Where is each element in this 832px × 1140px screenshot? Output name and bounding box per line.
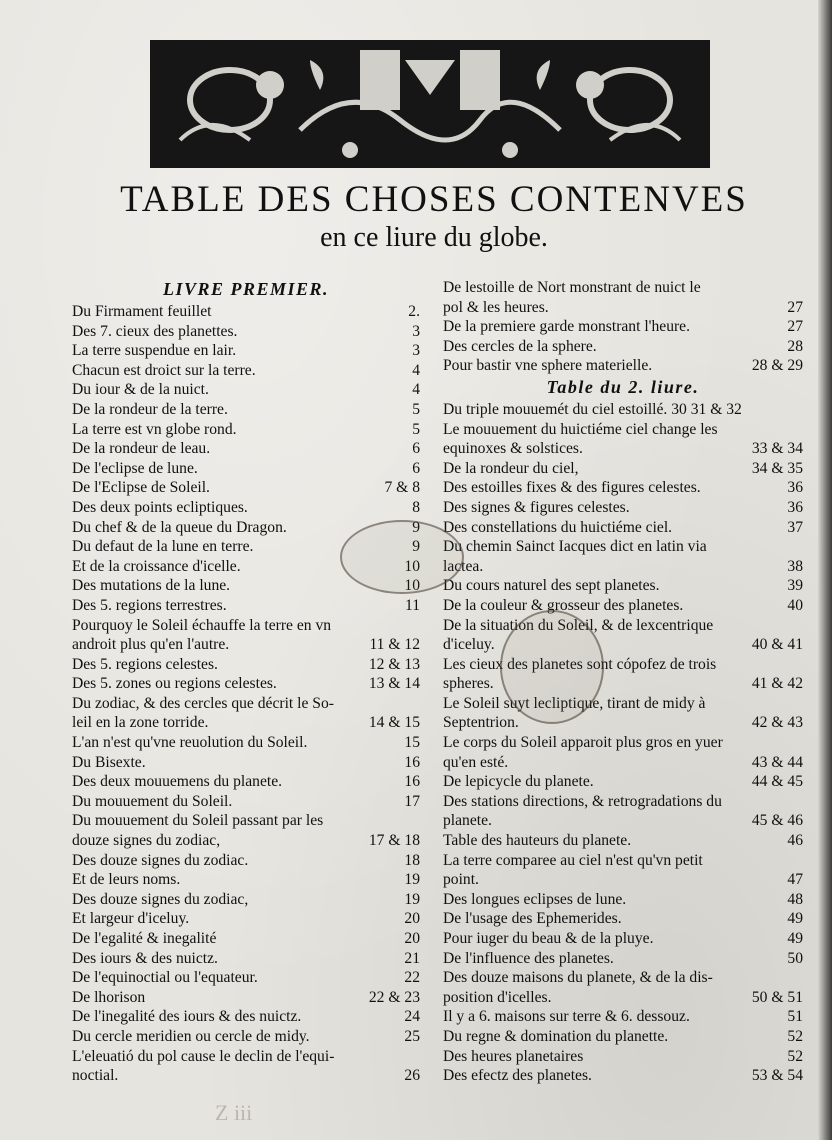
toc-page-number: 19 xyxy=(404,871,420,889)
toc-entry-text: De l'eclipse de lune. xyxy=(72,459,198,477)
toc-page-number: 6 xyxy=(412,440,420,458)
toc-entry xyxy=(443,356,803,376)
toc-entry-text: Du cours naturel des sept planetes. xyxy=(443,577,660,595)
toc-entry-text: De l'egalité & inegalité xyxy=(72,930,217,947)
toc-entry-text: De l'equinoctial ou l'equateur. xyxy=(72,969,258,987)
toc-entry xyxy=(443,459,803,479)
toc-entry xyxy=(443,772,803,792)
toc-entry-text: Des 5. regions terrestres. xyxy=(72,596,227,614)
water-stain xyxy=(340,520,464,594)
toc-entry-text: De lestoille de Nort monstrant de nuict le xyxy=(443,279,701,296)
toc-entry-text: Le mouuement du huictiéme ciel change les xyxy=(443,420,718,438)
toc-entry-text: Pour iuger du beau & de la pluye. xyxy=(443,930,654,947)
toc-entry-text: Des longues eclipses de lune. xyxy=(443,890,627,908)
toc-entry-text: Table des hauteurs du planete. xyxy=(443,832,632,850)
toc-entry xyxy=(443,694,803,733)
toc-page-number: 3 xyxy=(412,322,420,340)
toc-page-number: 25 xyxy=(404,1027,420,1045)
toc-page-number: 28 xyxy=(787,337,803,355)
toc-page-number: 17 xyxy=(404,792,420,810)
toc-page-number: 49 xyxy=(787,910,803,928)
toc-page-number: 11 & 12 xyxy=(369,636,420,654)
toc-entry-text: Des signes & figures celestes. xyxy=(443,498,630,516)
toc-entry xyxy=(443,337,803,357)
toc-entry-text: De l'usage des Ephemerides. xyxy=(443,910,622,928)
toc-page-number: 34 & 35 xyxy=(751,459,803,477)
toc-entry-text-continued: equinoxes & solstices. xyxy=(443,440,583,458)
toc-page-number: 8 xyxy=(412,498,420,516)
toc-page-number: 4 xyxy=(412,381,420,399)
toc-entry xyxy=(443,968,803,1007)
toc-entry-text-continued: douze signes du zodiac, xyxy=(72,832,221,850)
toc-entry-text: Et largeur d'iceluy. xyxy=(72,910,190,928)
toc-page-number: 20 xyxy=(404,930,420,947)
toc-entry xyxy=(72,596,420,616)
toc-page-number: 12 & 13 xyxy=(368,655,420,673)
toc-page-number: 11 xyxy=(404,596,420,614)
toc-entry xyxy=(443,851,803,890)
toc-entry-text: De lhorison xyxy=(72,988,146,1006)
toc-entry-text: Du mouuement du Soleil passant par les xyxy=(72,812,324,830)
toc-entry-text: Du mouuement du Soleil. xyxy=(72,792,233,810)
toc-entry xyxy=(72,400,420,420)
toc-entry xyxy=(72,909,420,929)
toc-page-number: 40 & 41 xyxy=(751,636,803,654)
toc-entry-text: Du triple mouuemét du ciel estoillé. 30 31 & 32 xyxy=(443,400,742,418)
toc-entry xyxy=(72,968,420,988)
toc-entry xyxy=(72,498,420,518)
toc-page-number: 5 xyxy=(412,400,420,418)
toc-entry-text: Des efectz des planetes. xyxy=(443,1067,592,1085)
toc-entry xyxy=(72,851,420,871)
toc-entry-text-continued: planete. xyxy=(443,812,492,830)
toc-page-number: 16 xyxy=(404,753,420,771)
toc-entry-text: Des douze signes du zodiac, xyxy=(72,890,249,908)
toc-page-number: 7 & 8 xyxy=(384,479,420,497)
toc-entry-text: De l'Eclipse de Soleil. xyxy=(72,479,210,497)
toc-entry xyxy=(72,694,420,733)
toc-entry xyxy=(443,478,803,498)
toc-entry xyxy=(443,1007,803,1027)
toc-entry xyxy=(72,949,420,969)
toc-entry xyxy=(443,733,803,772)
toc-entry xyxy=(443,792,803,831)
right-top-entries-list xyxy=(443,278,803,376)
toc-entry-text: Des douze maisons du planete, & de la dis- xyxy=(443,969,713,987)
toc-entry xyxy=(72,1007,420,1027)
toc-entry-text: Des douze signes du zodiac. xyxy=(72,851,249,869)
toc-entry-text: Du cercle meridien ou cercle de midy. xyxy=(72,1027,310,1045)
ornament-graphic xyxy=(150,40,710,168)
toc-entry-text: De l'influence des planetes. xyxy=(443,949,614,967)
toc-entry-text: Des 5. regions celestes. xyxy=(72,655,218,673)
toc-entry-text: Des iours & des nuictz. xyxy=(72,949,218,967)
toc-entry xyxy=(443,890,803,910)
toc-entry-text: De lepicycle du planete. xyxy=(443,773,594,791)
left-entries-list xyxy=(72,302,420,1086)
toc-entry xyxy=(72,616,420,655)
book-two-heading: Table du 2. liure. xyxy=(546,376,700,397)
toc-entry-text-continued: noctial. xyxy=(72,1067,119,1085)
toc-entry xyxy=(443,831,803,851)
toc-page-number: 52 xyxy=(787,1027,803,1045)
decorative-headpiece-ornament xyxy=(150,40,710,168)
toc-page-number: 36 xyxy=(787,498,803,516)
toc-entry-text: Des 7. cieux des planettes. xyxy=(72,322,238,340)
toc-entry-text: De la rondeur de leau. xyxy=(72,440,211,458)
toc-page-number: 5 xyxy=(412,420,420,438)
toc-page-number: 43 & 44 xyxy=(751,753,803,771)
toc-entry xyxy=(443,929,803,949)
toc-entry xyxy=(443,498,803,518)
toc-page-number: 14 & 15 xyxy=(368,714,420,732)
toc-entry-text: De la rondeur de la terre. xyxy=(72,400,228,418)
toc-entry xyxy=(443,596,803,616)
toc-page-number: 26 xyxy=(404,1067,420,1085)
toc-entry xyxy=(443,655,803,694)
toc-page-number: 38 xyxy=(787,557,803,575)
toc-page-number: 41 & 42 xyxy=(751,675,803,693)
toc-entry-text-continued: d'iceluy. xyxy=(443,636,495,654)
toc-entry-text: Pour bastir vne sphere materielle. xyxy=(443,357,653,375)
toc-entry-text: De la couleur & grosseur des planetes. xyxy=(443,596,684,614)
toc-entry xyxy=(72,988,420,1008)
toc-page-number: 46 xyxy=(787,832,803,850)
toc-entry-text: Des deux mouuemens du planete. xyxy=(72,773,283,791)
toc-page-number: 9 xyxy=(412,538,420,556)
toc-entry xyxy=(72,792,420,812)
toc-page-number: 50 & 51 xyxy=(751,988,803,1006)
toc-page-number: 44 & 45 xyxy=(751,773,803,791)
toc-entry-text: La terre suspendue en lair. xyxy=(72,342,237,360)
toc-entry-text: L'eleuatió du pol cause le declin de l'equi- xyxy=(72,1047,335,1065)
toc-entry-text: De la premiere garde monstrant l'heure. xyxy=(443,318,691,336)
toc-entry-text: De la situation du Soleil, & de lexcentrique xyxy=(443,616,714,634)
toc-entry-text: Du iour & de la nuict. xyxy=(72,381,209,399)
toc-entry-text: Des constellations du huictiéme ciel. xyxy=(443,518,673,536)
toc-entry-text: Des heures planetaires xyxy=(443,1047,584,1065)
toc-entry-text: Le Soleil suyt lecliptique, tirant de midy à xyxy=(443,694,706,712)
toc-entry-text: De la rondeur du ciel, xyxy=(443,459,579,477)
toc-entry-text: De l'inegalité des iours & des nuictz. xyxy=(72,1008,302,1026)
toc-entry-text: Les cieux des planetes sont cópofez de trois xyxy=(443,655,717,673)
toc-page-number: 50 xyxy=(787,949,803,967)
toc-entry-text: Des cercles de la sphere. xyxy=(443,337,597,355)
water-stain xyxy=(500,610,604,724)
toc-page-number: 27 xyxy=(787,318,803,336)
toc-entry xyxy=(72,302,420,322)
toc-entry xyxy=(72,420,420,440)
toc-entry xyxy=(443,909,803,929)
toc-entry xyxy=(72,341,420,361)
toc-page-number: 10 xyxy=(404,557,420,575)
toc-entry xyxy=(72,929,420,949)
toc-entry-text: Il y a 6. maisons sur terre & 6. dessouz. xyxy=(443,1008,690,1026)
toc-entry xyxy=(443,400,803,420)
toc-entry xyxy=(443,1066,803,1086)
toc-entry xyxy=(443,537,803,576)
toc-entry-text-continued: spheres. xyxy=(443,675,494,693)
left-column xyxy=(72,278,420,1086)
toc-entry-text-continued: androit plus qu'en l'autre. xyxy=(72,636,230,654)
toc-entry xyxy=(72,361,420,381)
toc-entry-text: Du Firmament feuillet xyxy=(72,303,212,320)
toc-entry-text: Du zodiac, & des cercles que décrit le So- xyxy=(72,694,334,712)
toc-page-number: 45 & 46 xyxy=(751,812,803,830)
toc-entry xyxy=(72,674,420,694)
page-edge-shadow xyxy=(818,0,832,1140)
toc-entry-text: Du regne & domination du planette. xyxy=(443,1027,669,1045)
toc-entry-text: Du Bisexte. xyxy=(72,753,146,771)
toc-entry xyxy=(72,870,420,890)
toc-page-number: 9 xyxy=(412,518,420,536)
toc-page-number: 13 & 14 xyxy=(368,675,420,693)
right-entries-list xyxy=(443,400,803,1086)
toc-page-number: 17 & 18 xyxy=(368,832,420,850)
toc-page-number: 42 & 43 xyxy=(751,714,803,732)
toc-entry xyxy=(72,890,420,910)
toc-page-number: 3 xyxy=(412,342,420,360)
toc-page-number: 47 xyxy=(787,871,803,889)
toc-page-number: 36 xyxy=(787,479,803,497)
toc-entry xyxy=(72,380,420,400)
toc-entry xyxy=(443,317,803,337)
toc-page-number: 37 xyxy=(787,518,803,536)
toc-page-number: 39 xyxy=(787,577,803,595)
toc-entry-text: Et de leurs noms. xyxy=(72,871,181,889)
toc-page-number: 6 xyxy=(412,459,420,477)
toc-page-number: 18 xyxy=(404,851,420,869)
toc-entry-text-continued: pol & les heures. xyxy=(443,298,549,316)
toc-entry-text: Le corps du Soleil apparoit plus gros en yuer xyxy=(443,734,723,752)
signature-mark: Z iii xyxy=(215,1100,253,1125)
toc-entry-text: La terre comparee au ciel n'est qu'vn petit xyxy=(443,851,703,869)
toc-entry xyxy=(72,459,420,479)
toc-entry-text: Des deux points ecliptiques. xyxy=(72,498,248,516)
toc-entry-text: Du chemin Sainct Iacques dict en latin via xyxy=(443,538,707,556)
toc-page-number: 51 xyxy=(787,1008,803,1026)
toc-page-number: 49 xyxy=(787,930,803,947)
toc-entry xyxy=(443,518,803,538)
toc-entry xyxy=(443,420,803,459)
toc-entry xyxy=(72,655,420,675)
toc-page-number: 40 xyxy=(787,596,803,614)
toc-page-number: 10 xyxy=(404,577,420,595)
toc-page-number: 52 xyxy=(787,1047,803,1065)
toc-entry-text: Des stations directions, & retrogradations du xyxy=(443,792,722,810)
toc-entry xyxy=(72,478,420,498)
toc-page-number: 16 xyxy=(404,773,420,791)
toc-entry-text-continued: Septentrion. xyxy=(443,714,519,732)
book-one-heading: LIVRE PREMIER. xyxy=(162,279,330,299)
toc-entry-text-continued: point. xyxy=(443,871,479,889)
toc-entry-text-continued: leil en la zone torride. xyxy=(72,714,209,732)
toc-entry xyxy=(72,1047,420,1086)
page-title: TABLE DES CHOSES CONTENVES xyxy=(120,179,748,220)
toc-page-number: 27 xyxy=(787,298,803,316)
toc-page-number: 15 xyxy=(404,734,420,752)
toc-page-number: 33 & 34 xyxy=(751,440,803,458)
toc-entry-text: Des mutations de la lune. xyxy=(72,577,231,595)
toc-entry xyxy=(72,753,420,773)
toc-entry-text: Et de la croissance d'icelle. xyxy=(72,557,241,575)
toc-page-number: 2. xyxy=(408,303,420,320)
toc-page-number: 19 xyxy=(404,890,420,908)
toc-entry-text: La terre est vn globe rond. xyxy=(72,420,237,438)
toc-entry xyxy=(72,439,420,459)
toc-page-number: 48 xyxy=(787,890,803,908)
toc-entry xyxy=(72,772,420,792)
toc-entry xyxy=(72,322,420,342)
toc-entry xyxy=(443,1047,803,1067)
toc-entry xyxy=(443,949,803,969)
toc-page-number: 21 xyxy=(404,949,420,967)
toc-entry-text-continued: lactea. xyxy=(443,557,484,575)
toc-entry xyxy=(443,576,803,596)
toc-entry-text: Chacun est droict sur la terre. xyxy=(72,361,256,379)
toc-entry-text: Pourquoy le Soleil échauffe la terre en vn xyxy=(72,616,332,634)
toc-entry-text: Du chef & de la queue du Dragon. xyxy=(72,518,287,536)
toc-entry xyxy=(443,616,803,655)
toc-entry-text: L'an n'est qu'vne reuolution du Soleil. xyxy=(72,734,308,752)
toc-entry xyxy=(443,278,803,317)
toc-entry xyxy=(72,733,420,753)
toc-page-number: 53 & 54 xyxy=(751,1067,803,1085)
toc-page-number: 24 xyxy=(404,1008,420,1026)
toc-page-number: 22 & 23 xyxy=(368,988,420,1006)
toc-page-number: 28 & 29 xyxy=(751,357,803,375)
toc-entry-text-continued: position d'icelles. xyxy=(443,988,552,1006)
toc-page-number: 4 xyxy=(412,361,420,379)
toc-page-number: 20 xyxy=(404,910,420,928)
page-subtitle: en ce liure du globe. xyxy=(320,222,548,253)
toc-entry-text: Des 5. zones ou regions celestes. xyxy=(72,675,277,693)
toc-entry xyxy=(72,1027,420,1047)
toc-entry-text-continued: qu'en esté. xyxy=(443,753,509,771)
toc-entry-text: Du defaut de la lune en terre. xyxy=(72,538,254,556)
right-column xyxy=(443,278,803,1086)
toc-entry xyxy=(443,1027,803,1047)
toc-entry-text: Des estoilles fixes & des figures celestes. xyxy=(443,479,701,497)
toc-entry xyxy=(72,811,420,850)
toc-page-number: 22 xyxy=(404,969,420,987)
